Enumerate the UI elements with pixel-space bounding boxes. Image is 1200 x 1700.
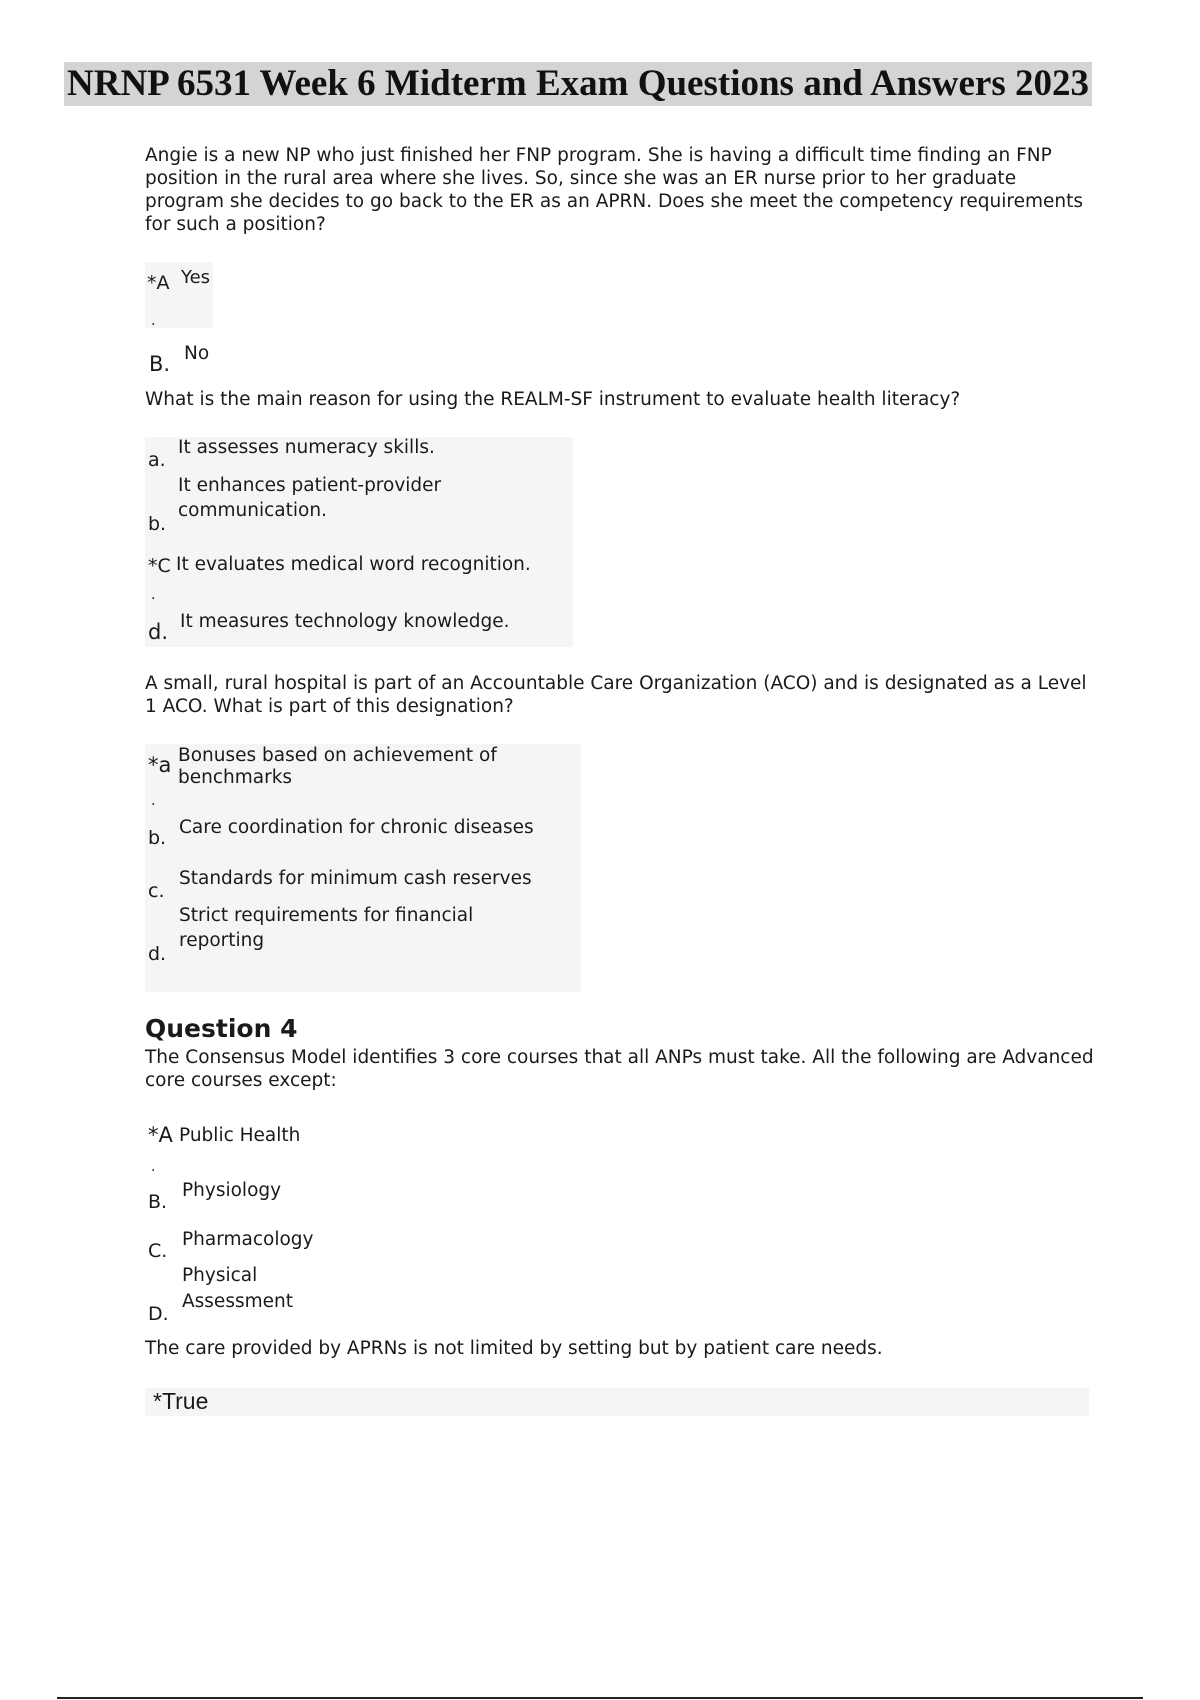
question-4-option-b-text[interactable]: Physiology	[182, 1180, 282, 1201]
question-4-heading: Question 4	[145, 1014, 298, 1043]
question-2-option-a-text[interactable]: It assesses numeracy skills.	[178, 437, 435, 458]
footer-divider	[57, 1697, 1143, 1699]
question-2-option-a-letter: a.	[148, 449, 166, 471]
question-4-option-b-letter: B.	[148, 1191, 168, 1213]
question-3-option-d-text[interactable]: Strict requirements for financial reporting	[179, 905, 474, 951]
question-2-option-d-text[interactable]: It measures technology knowledge.	[180, 611, 510, 632]
question-3-option-a-letter: *a	[148, 753, 172, 777]
question-2-option-b-letter: b.	[148, 513, 167, 535]
question-1-option-a-letter: *A	[147, 272, 170, 294]
question-2-option-c-text[interactable]: It evaluates medical word recognition.	[176, 554, 531, 575]
option-bullet: .	[151, 587, 156, 603]
question-4-option-a-text[interactable]: Public Health	[179, 1125, 301, 1146]
question-3-option-c-letter: c.	[148, 880, 165, 902]
question-2-stem: What is the main reason for using the REALM-SF instrument to evaluate health literacy?	[145, 389, 961, 410]
question-4-option-d-text[interactable]: Physical Assessment	[182, 1265, 293, 1312]
question-2-option-b-text[interactable]: It enhances patient-provider communication.	[178, 475, 442, 521]
option-bullet: .	[151, 793, 156, 809]
question-3-option-b-text[interactable]: Care coordination for chronic diseases	[179, 817, 534, 838]
question-4-option-a-letter: *A	[148, 1123, 173, 1147]
question-4-option-c-letter: C.	[148, 1240, 168, 1262]
question-3-option-a-text[interactable]: Bonuses based on achievement of benchmarks	[178, 745, 497, 788]
question-2-option-c-letter: *C	[148, 555, 171, 577]
question-1-stem: Angie is a new NP who just finished her FNP program. She is having a difficult time finding an FNP position in the rural area where she lives. So, since she was an ER nurse prior to her graduate program she decides to go back to the ER as an APRN. Does she meet the competency requirements for such a position?	[145, 145, 1084, 235]
document-title: NRNP 6531 Week 6 Midterm Exam Questions and Answers 2023	[64, 62, 1092, 106]
question-4-option-d-letter: D.	[148, 1303, 169, 1325]
question-3-option-c-text[interactable]: Standards for minimum cash reserves	[179, 868, 532, 889]
option-bullet: .	[151, 313, 156, 329]
question-1-option-b-letter: B.	[149, 352, 171, 376]
question-1-option-b-text[interactable]: No	[184, 343, 210, 364]
question-3-stem: A small, rural hospital is part of an Accountable Care Organization (ACO) and is designated as a Level 1 ACO. What is part of this designation?	[145, 673, 1087, 717]
question-5-stem: The care provided by APRNs is not limited by setting but by patient care needs.	[145, 1338, 883, 1359]
question-2-option-d-letter: d.	[148, 620, 169, 644]
question-1-option-a-text[interactable]: Yes	[181, 267, 211, 288]
question-4-stem: The Consensus Model identifies 3 core courses that all ANPs must take. All the following are Advanced core courses except:	[145, 1047, 1094, 1091]
question-3-option-b-letter: b.	[148, 827, 167, 849]
question-4-option-c-text[interactable]: Pharmacology	[182, 1229, 314, 1250]
question-3-option-d-letter: d.	[148, 943, 167, 965]
question-5-answer-highlight	[145, 1388, 1089, 1416]
option-bullet: .	[151, 1159, 156, 1175]
question-5-answer: *True	[153, 1388, 209, 1414]
